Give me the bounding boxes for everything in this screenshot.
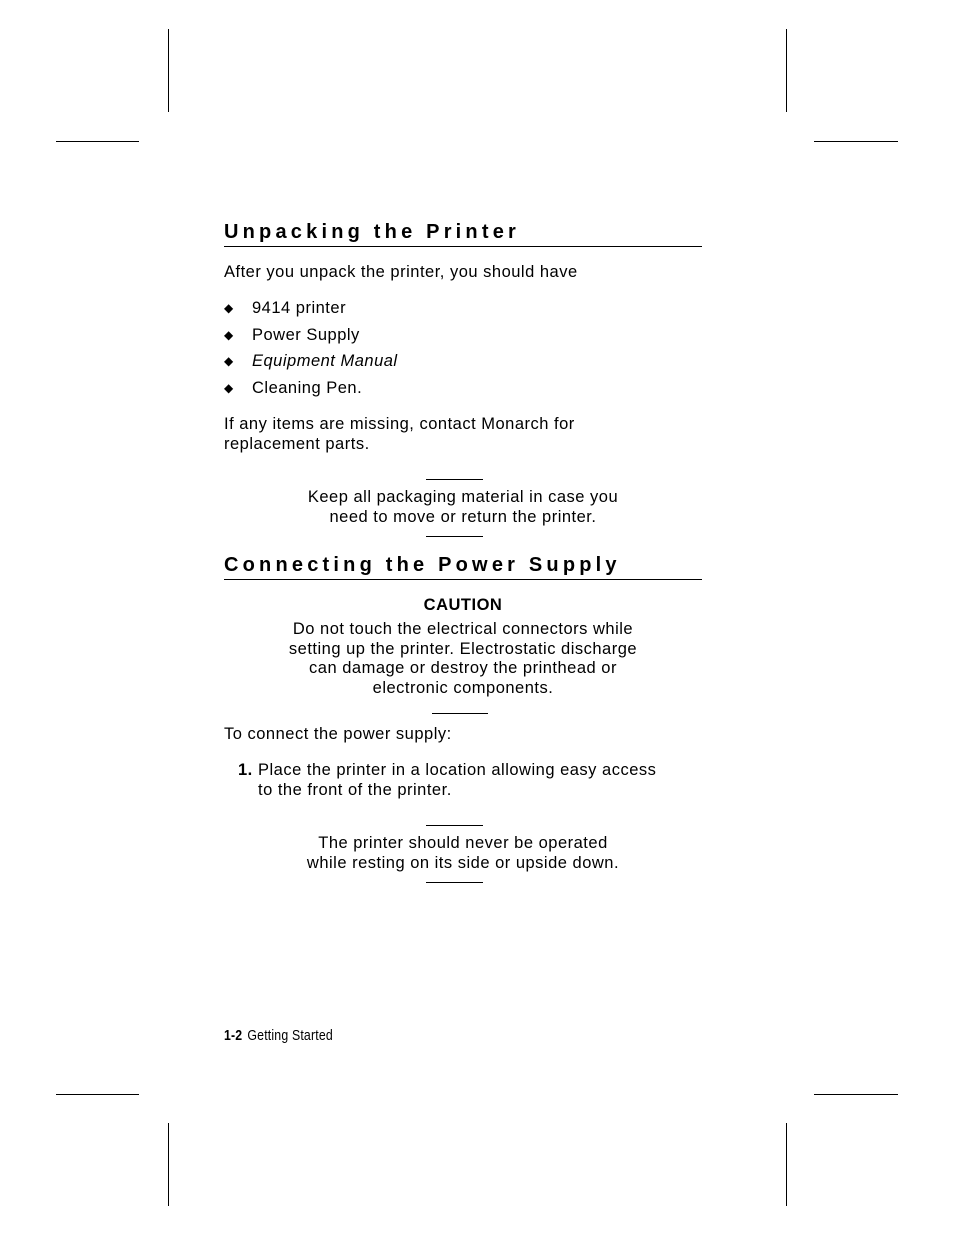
page-footer [224,1028,333,1044]
list-item [224,325,398,352]
caution-line-2: setting up the printer. Electrostatic discharge [288,639,638,658]
step-1-line-1: Place the printer in a location allowing easy access [258,761,657,779]
note-bottom-rule [426,536,483,537]
diamond-bullet-icon: ◆ [224,301,234,315]
crop-mark-bottom-right-vertical [786,1123,787,1206]
step-1 [238,761,708,800]
diamond-bullet-icon: ◆ [224,327,234,342]
caution-bottom-rule [432,713,488,714]
diamond-bullet-icon: ◆ [224,381,234,396]
diamond-bullet-icon: ◆ [224,354,234,369]
crop-mark-top-left-vertical [168,29,169,112]
crop-mark-top-right-vertical [786,29,787,112]
list-item-text: Equipment Manual [252,352,398,371]
note-top-rule [426,825,483,826]
packaging-note [224,488,702,527]
note-top-rule [426,479,483,480]
operation-note-line-2: while resting on its side or upside down. [306,853,620,872]
missing-items-line-1: If any items are missing, contact Monarch for [224,415,575,433]
list-item-text: Cleaning Pen. [252,379,363,398]
contents-list [224,298,398,405]
chapter-name: Getting Started [247,1028,333,1044]
caution-heading: CAUTION [423,596,503,614]
list-item-text: Power Supply [252,325,360,344]
step-number: 1. [238,761,253,779]
crop-mark-top-right-horizontal [814,141,898,142]
note-bottom-rule [426,882,483,883]
list-item [224,378,398,405]
unpacking-intro: After you unpack the printer, you should have [224,263,578,281]
list-item [224,298,398,325]
operation-note-line-1: The printer should never be operated [318,834,608,852]
caution-text [224,620,702,698]
section-title-power-supply: Connecting the Power Supply [224,553,702,580]
step-1-line-2: to the front of the printer. [258,780,452,799]
crop-mark-top-left-horizontal [56,141,139,142]
crop-mark-bottom-left-horizontal [56,1094,139,1095]
step-text [258,761,656,800]
caution-line-4: electronic components. [372,678,554,697]
list-item [224,351,398,378]
section-title-unpacking: Unpacking the Printer [224,220,702,247]
list-item-text: 9414 printer [252,299,347,317]
operation-note [224,834,702,873]
missing-items-paragraph [224,415,702,454]
crop-mark-bottom-left-vertical [168,1123,169,1206]
packaging-note-line-1: Keep all packaging material in case you [307,488,619,506]
page-number: 1-2 [224,1028,243,1044]
power-supply-intro: To connect the power supply: [224,725,452,743]
caution-line-3: can damage or destroy the printhead or [309,659,617,677]
caution-line-1: Do not touch the electrical connectors while [292,620,634,638]
missing-items-line-2: replacement parts. [224,434,370,453]
packaging-note-line-2: need to move or return the printer. [329,507,597,526]
crop-mark-bottom-right-horizontal [814,1094,898,1095]
